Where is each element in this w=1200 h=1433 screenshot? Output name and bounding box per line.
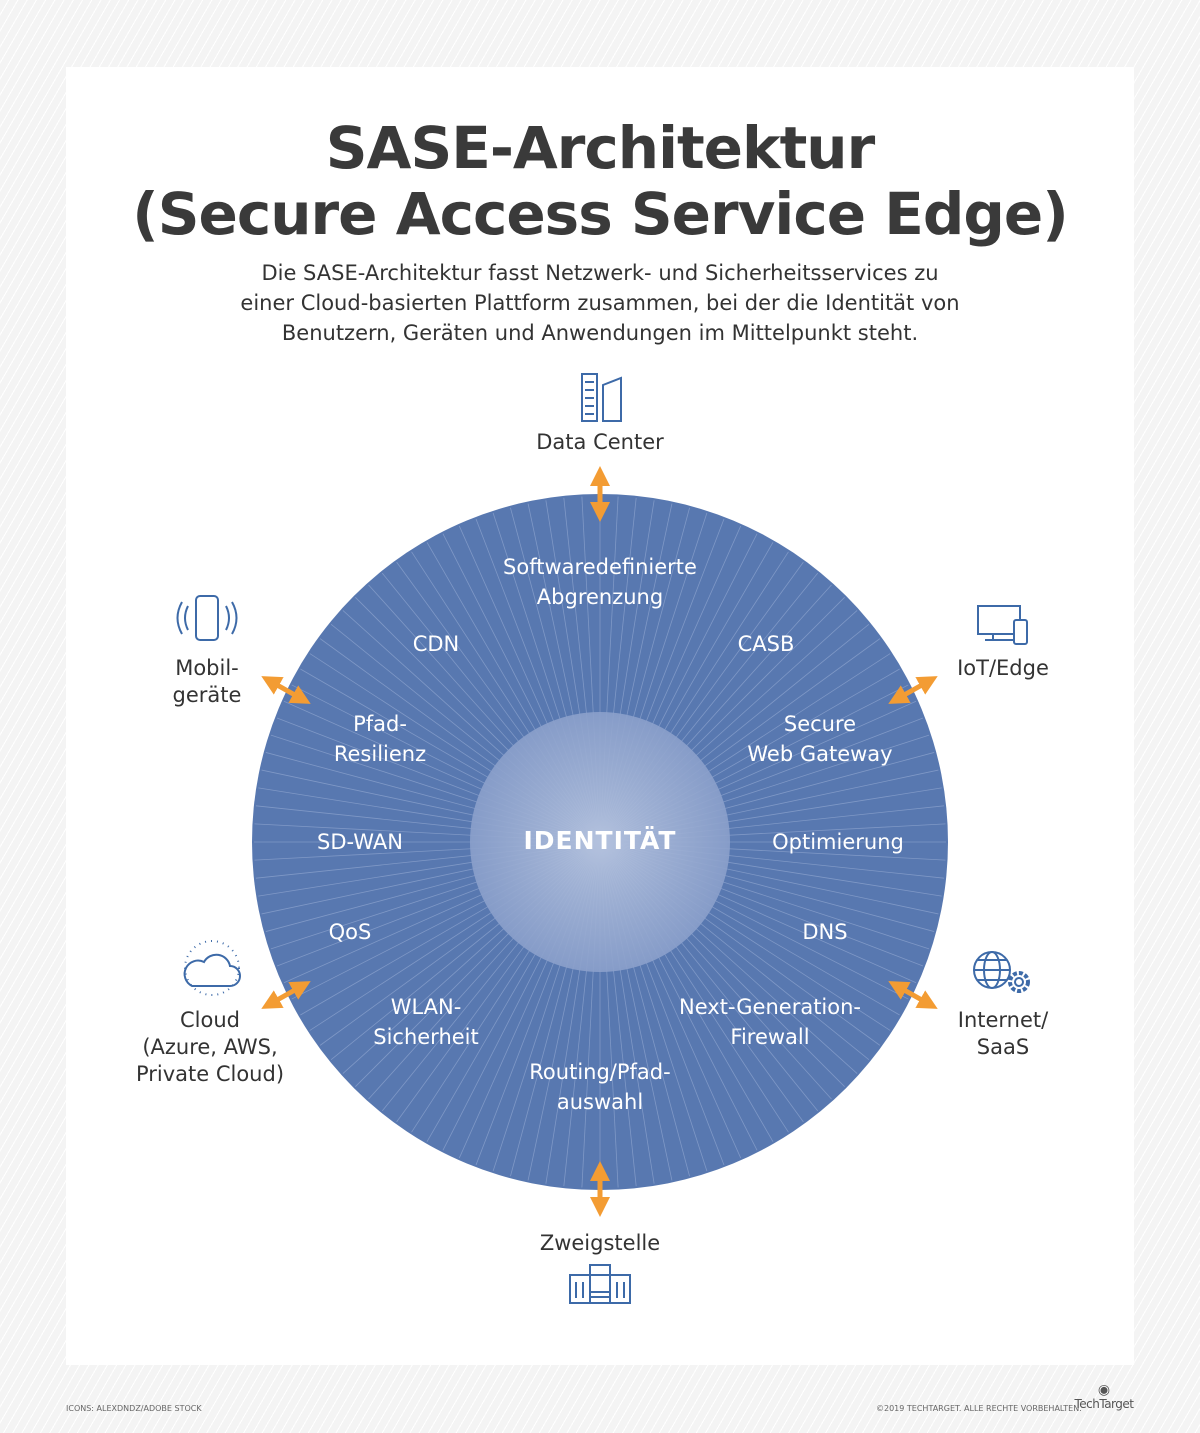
page-title: SASE-Architektur (Secure Access Service Edge) xyxy=(132,114,1068,248)
subtitle: Die SASE-Architektur fasst Netzwerk- und Sicherheitsservices zu einer Cloud-basierten Plattform zusammen, bei der die Identität von Benutzern, Geräten und Anwendungen im Mittelpunkt steht. xyxy=(240,261,960,345)
segment-optimierung: Optimierung xyxy=(772,830,904,854)
segment-cdn: CDN xyxy=(412,632,460,656)
segment-qos: QoS xyxy=(328,920,372,944)
segment-wlan: WLAN- Sicherheit xyxy=(373,995,479,1049)
node-data-center: Data Center xyxy=(536,430,664,454)
mobile-icon xyxy=(178,596,237,640)
node-internet: Internet/ SaaS xyxy=(957,1008,1049,1059)
segment-routing: Routing/Pfad- auswahl xyxy=(529,1060,671,1114)
branch-icon xyxy=(570,1265,630,1303)
segment-pfad: Pfad- Resilienz xyxy=(333,712,427,766)
internet-icon xyxy=(974,952,1028,991)
logo-text: TechTarget xyxy=(1074,1397,1134,1411)
iot-icon xyxy=(978,606,1027,644)
segment-sdwan: SD-WAN xyxy=(317,830,403,854)
node-cloud: Cloud (Azure, AWS, Private Cloud) xyxy=(135,1008,285,1086)
copyright: ©2019 TECHTARGET. ALLE RECHTE VORBEHALTEN. xyxy=(876,1404,1082,1413)
cloud-icon xyxy=(185,941,240,995)
node-branch: Zweigstelle xyxy=(539,1231,661,1255)
segment-swg: Secure Web Gateway xyxy=(747,712,893,766)
data-center-icon xyxy=(582,374,621,421)
techtarget-logo xyxy=(1072,1383,1136,1411)
icons-credit: ICONS: ALEXDNDZ/ADOBE STOCK xyxy=(66,1404,202,1413)
segment-casb: CASB xyxy=(737,632,795,656)
center-identity: IDENTITÄT xyxy=(523,826,677,855)
eye-icon: ◉ xyxy=(1097,1382,1111,1398)
segment-sdp: Softwaredefinierte Abgrenzung xyxy=(503,555,697,609)
segment-dns: DNS xyxy=(802,920,848,944)
node-mobile: Mobil- geräte xyxy=(172,656,242,707)
node-iot: IoT/Edge xyxy=(957,656,1049,680)
segment-ngfw: Next-Generation- Firewall xyxy=(679,995,861,1049)
